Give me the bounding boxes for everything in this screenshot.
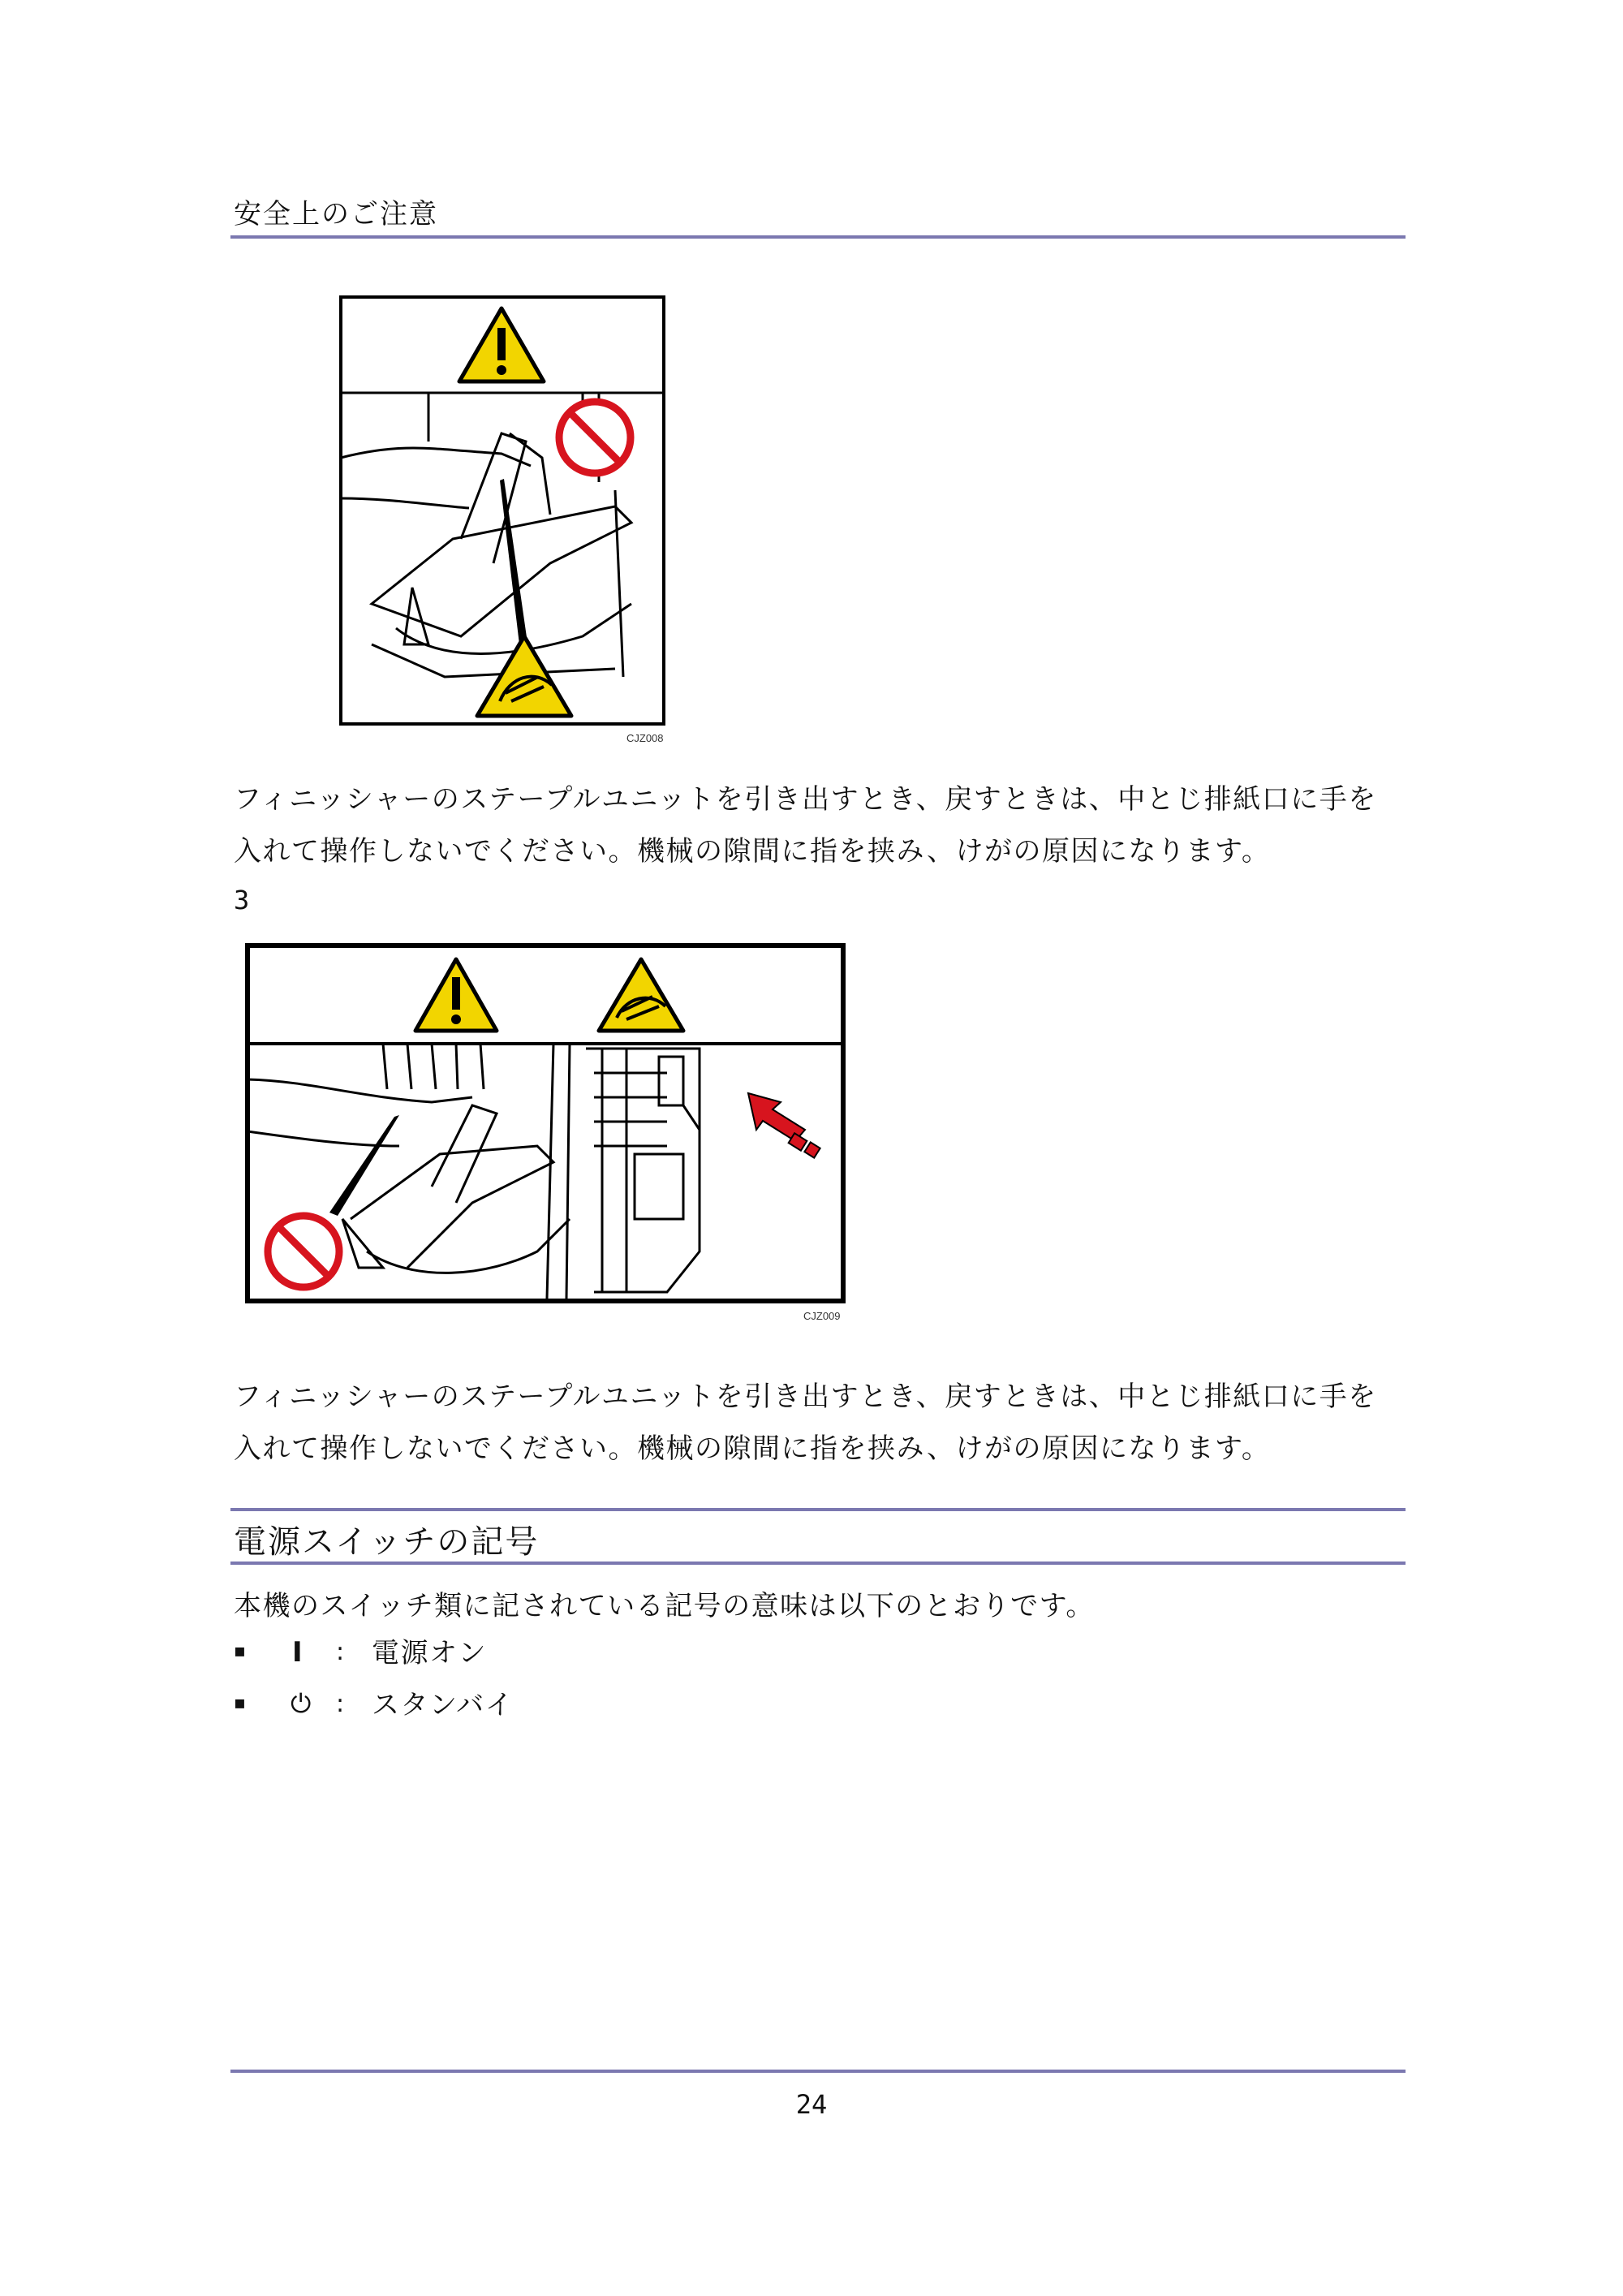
section-bottom-rule (230, 1562, 1406, 1565)
power-on-symbol-icon: I (292, 1636, 303, 1669)
caution-text-line-2: 入れて操作しないでください。機械の隙間に指を挟み、けがの原因になります。 (234, 1432, 1271, 1465)
page-number: 24 (795, 2089, 828, 2120)
list-colon: : (336, 1638, 345, 1666)
figure-id-label: CJZ008 (626, 732, 664, 744)
prohibition-icon (268, 1216, 339, 1287)
figure-staple-unit-pull-warning (245, 943, 846, 1303)
list-colon: : (336, 1690, 345, 1718)
list-item-text: スタンバイ (372, 1689, 514, 1721)
figure-id-label: CJZ009 (803, 1310, 841, 1322)
bullet-icon: ▪ (234, 1693, 246, 1713)
caution-text-line-1: フィニッシャーのステープルユニットを引き出すとき、戻すときは、中とじ排紙口に手を (234, 1381, 1377, 1413)
list-item (234, 1688, 883, 1729)
figure-staple-unit-warning (339, 295, 665, 726)
list-item (234, 1636, 883, 1677)
section-top-rule (230, 1508, 1406, 1511)
section-intro: 本機のスイッチ類に記されている記号の意味は以下のとおりです。 (234, 1590, 1095, 1622)
footer-rule (230, 2070, 1406, 2073)
bullet-icon: ▪ (234, 1641, 246, 1661)
section-title: 電源スイッチの記号 (234, 1523, 540, 1561)
running-header-title: 安全上のご注意 (234, 198, 438, 230)
item-number: 3 (234, 885, 250, 915)
header-rule (230, 235, 1406, 239)
caution-text-line-1: フィニッシャーのステープルユニットを引き出すとき、戻すときは、中とじ排紙口に手を (234, 783, 1377, 816)
caution-text-line-2: 入れて操作しないでください。機械の隙間に指を挟み、けがの原因になります。 (234, 835, 1271, 868)
standby-symbol-icon: ⏻ (291, 1688, 312, 1719)
prohibition-icon (559, 402, 631, 473)
list-item-text: 電源オン (372, 1637, 487, 1669)
